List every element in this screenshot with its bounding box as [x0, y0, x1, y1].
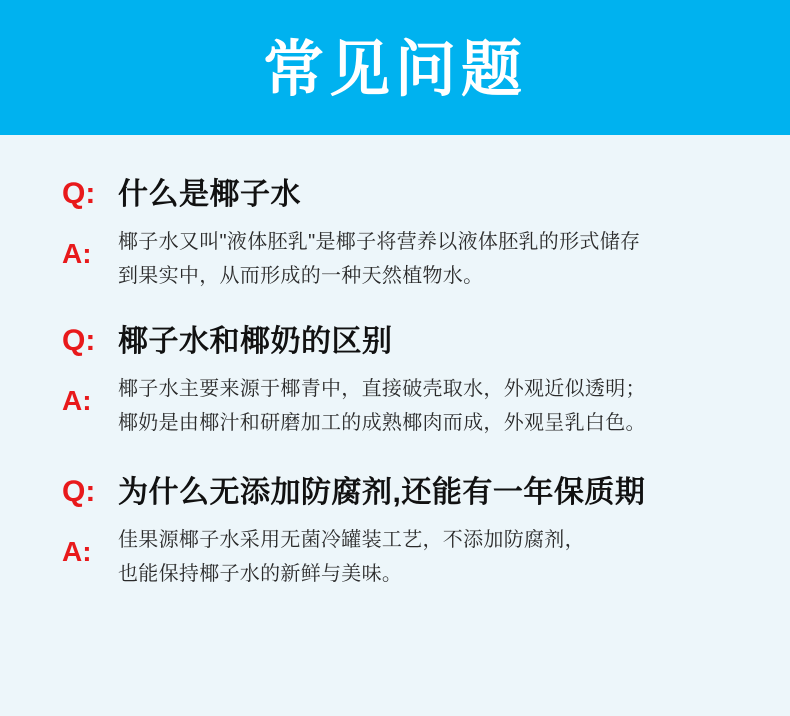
answer-text [118, 225, 640, 294]
question-marker: Q: [62, 474, 96, 508]
faq-item [62, 324, 728, 441]
answer-line: 也能保持椰子水的新鲜与美味。 [118, 562, 403, 585]
answer-line: 佳果源椰子水采用无菌冷罐装工艺，不添加防腐剂， [118, 528, 585, 551]
answer-row [62, 523, 728, 592]
faq-list [0, 135, 790, 591]
question-marker: Q: [62, 323, 96, 357]
answer-row [62, 225, 728, 294]
answer-marker: A: [62, 535, 92, 567]
page-header [0, 0, 790, 135]
question-text: 为什么无添加防腐剂,还能有一年保质期 [118, 475, 646, 509]
answer-marker: A: [62, 238, 92, 269]
answer-text [118, 372, 646, 441]
question-text: 椰子水和椰奶的区别 [118, 324, 393, 358]
question-row [62, 475, 728, 511]
answer-line: 椰子水又叫"液体胚乳"是椰子将营养以液体胚乳的形式储存 [118, 231, 641, 253]
question-row [62, 177, 728, 213]
question-marker: Q: [62, 177, 96, 210]
faq-item [62, 475, 728, 592]
answer-marker: A: [62, 384, 92, 416]
answer-line: 到果实中，从而形成的一种天然植物水。 [118, 265, 484, 288]
answer-line: 椰奶是由椰汁和研磨加工的成熟椰肉而成，外观呈乳白色。 [118, 412, 646, 435]
question-text: 什么是椰子水 [118, 178, 301, 211]
answer-line: 椰子水主要来源于椰青中，直接破壳取水，外观近似透明； [118, 377, 646, 400]
question-row [62, 324, 728, 360]
page-title: 常见问题 [262, 35, 527, 103]
answer-text [118, 523, 585, 592]
faq-item [62, 177, 728, 294]
answer-row [62, 372, 728, 441]
